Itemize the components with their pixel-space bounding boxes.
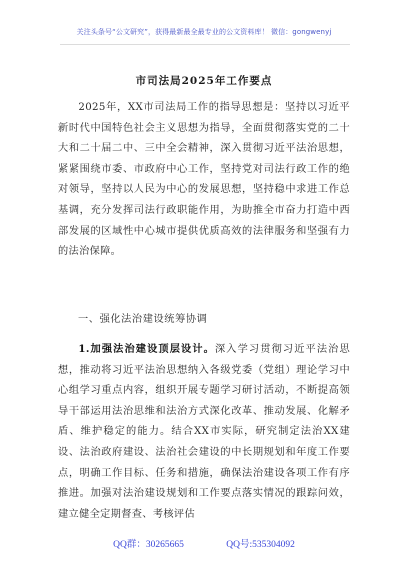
item-lead: 1.加强法治建设顶层设计。: [78, 343, 215, 355]
header-divider: [60, 44, 350, 45]
section-heading: 一、强化法治建设统筹协调: [78, 314, 208, 325]
document-title: 市司法局2025年工作要点: [135, 75, 273, 87]
footer-qq-group: QQ群：30265665: [113, 540, 184, 550]
item-body: 深入学习贯彻习近平法治思想，推动将习近平法治思想纳入各级党委（党组）理论学习中心组学习重点内容，组织开展专题学习研讨活动，不断提高领导干部运用法治思维和法治方式深化改革、推动发展、化解矛盾、维护稳定的能力。结合XX市实际，研究制定法治XX建设、法治政府建设、法治社会建设的中长期规划和年度工作要点，明确工作目标、任务和措施，确保法治建设各项工作有序推进。加强对法治建设规划和工作要点落实情况的跟踪问效，建立健全定期督查、考核评估: [58, 344, 350, 520]
header-note: 关注头条号“公文研究”，获得最新最全最专业的公文资料库！ 微信：gongwenyj: [76, 28, 332, 36]
item-paragraph: [58, 339, 350, 525]
footer-qq-number: QQ号:535304092: [226, 540, 295, 550]
intro-paragraph: 2025年，XX市司法局工作的指导思想是：坚持以习近平新时代中国特色社会主义思想为指导，全面贯彻落实党的二十大和二十届二中、三中全会精神，深入贯彻习近平法治思想，紧紧围绕市委、市政府中心工作，坚持党对司法行政工作的绝对领导，坚持以人民为中心的发展思想，坚持稳中求进工作总基调，充分发挥司法行政职能作用，为助推全市奋力打造中西部发展的区域性中心城市提供优质高效的法律服务和坚强有力的法治保障。: [58, 102, 350, 258]
footer-contact: [0, 536, 408, 550]
